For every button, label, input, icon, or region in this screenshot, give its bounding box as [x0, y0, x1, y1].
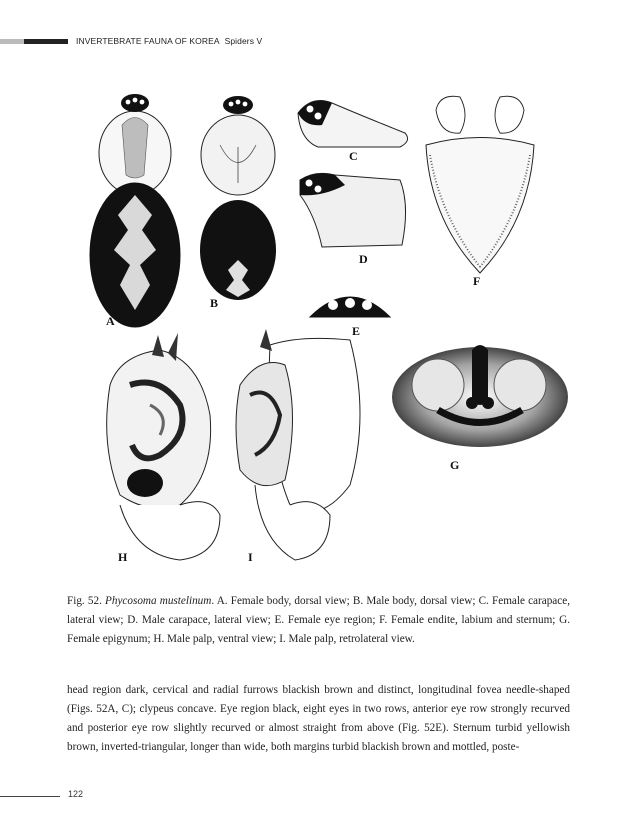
drawing-a-female-body — [90, 94, 180, 327]
running-title: INVERTEBRATE FAUNA OF KOREA — [76, 36, 220, 46]
caption-species: Phycosoma mustelinum — [105, 595, 212, 607]
label-e: E — [352, 324, 361, 338]
page-number: 122 — [68, 789, 84, 799]
drawing-f-sternum — [426, 96, 534, 273]
caption-text: . A. Female body, dorsal view; B. Male body, dorsal view; C. Female carapace, lateral view; D. Male carapace, lateral view; E. Female eye region; F. Female endite, labium and sternum; G. Female epigynum; H. Male palp, ventral view; I. Male palp, retrolateral view. — [67, 595, 570, 645]
drawing-h-palp-ventral — [107, 333, 220, 560]
label-b: B — [210, 296, 219, 310]
label-f: F — [473, 274, 481, 288]
drawing-e-eye-region — [310, 289, 390, 317]
label-g: G — [450, 458, 460, 472]
figure-plate — [60, 85, 580, 575]
drawing-d-male-carapace — [300, 173, 406, 247]
label-h: H — [118, 550, 128, 564]
label-a: A — [106, 314, 115, 328]
figure-drawings — [60, 85, 580, 575]
running-subtitle: Spiders V — [224, 36, 263, 46]
figure-caption — [67, 592, 570, 649]
running-head — [76, 36, 262, 46]
caption-fig-number: Fig. 52. — [67, 595, 102, 607]
label-i: I — [248, 550, 253, 564]
drawing-c-female-carapace — [298, 101, 408, 147]
header-bar-gray — [0, 39, 24, 44]
drawing-b-male-body — [200, 96, 276, 300]
label-d: D — [359, 252, 368, 266]
footer-rule — [0, 796, 60, 797]
header-bar-dark — [24, 39, 68, 44]
drawing-i-palp-retrolateral — [236, 329, 360, 560]
label-c: C — [349, 149, 358, 163]
body-paragraph: head region dark, cervical and radial furrows blackish brown and distinct, longitudinal fovea needle-shaped (Figs. 52A, C); clypeus concave. Eye region black, eight eyes in two rows, anterior eye row strongly recurved and posterior eye row slightly recurved or almost straight from above (Fig. 52E). Sternum turbid yellowish brown, inverted-triangular, longer than wide, both margins turbid blackish brown and mottled, poste- — [67, 684, 570, 753]
drawing-g-epigynum — [382, 335, 577, 455]
